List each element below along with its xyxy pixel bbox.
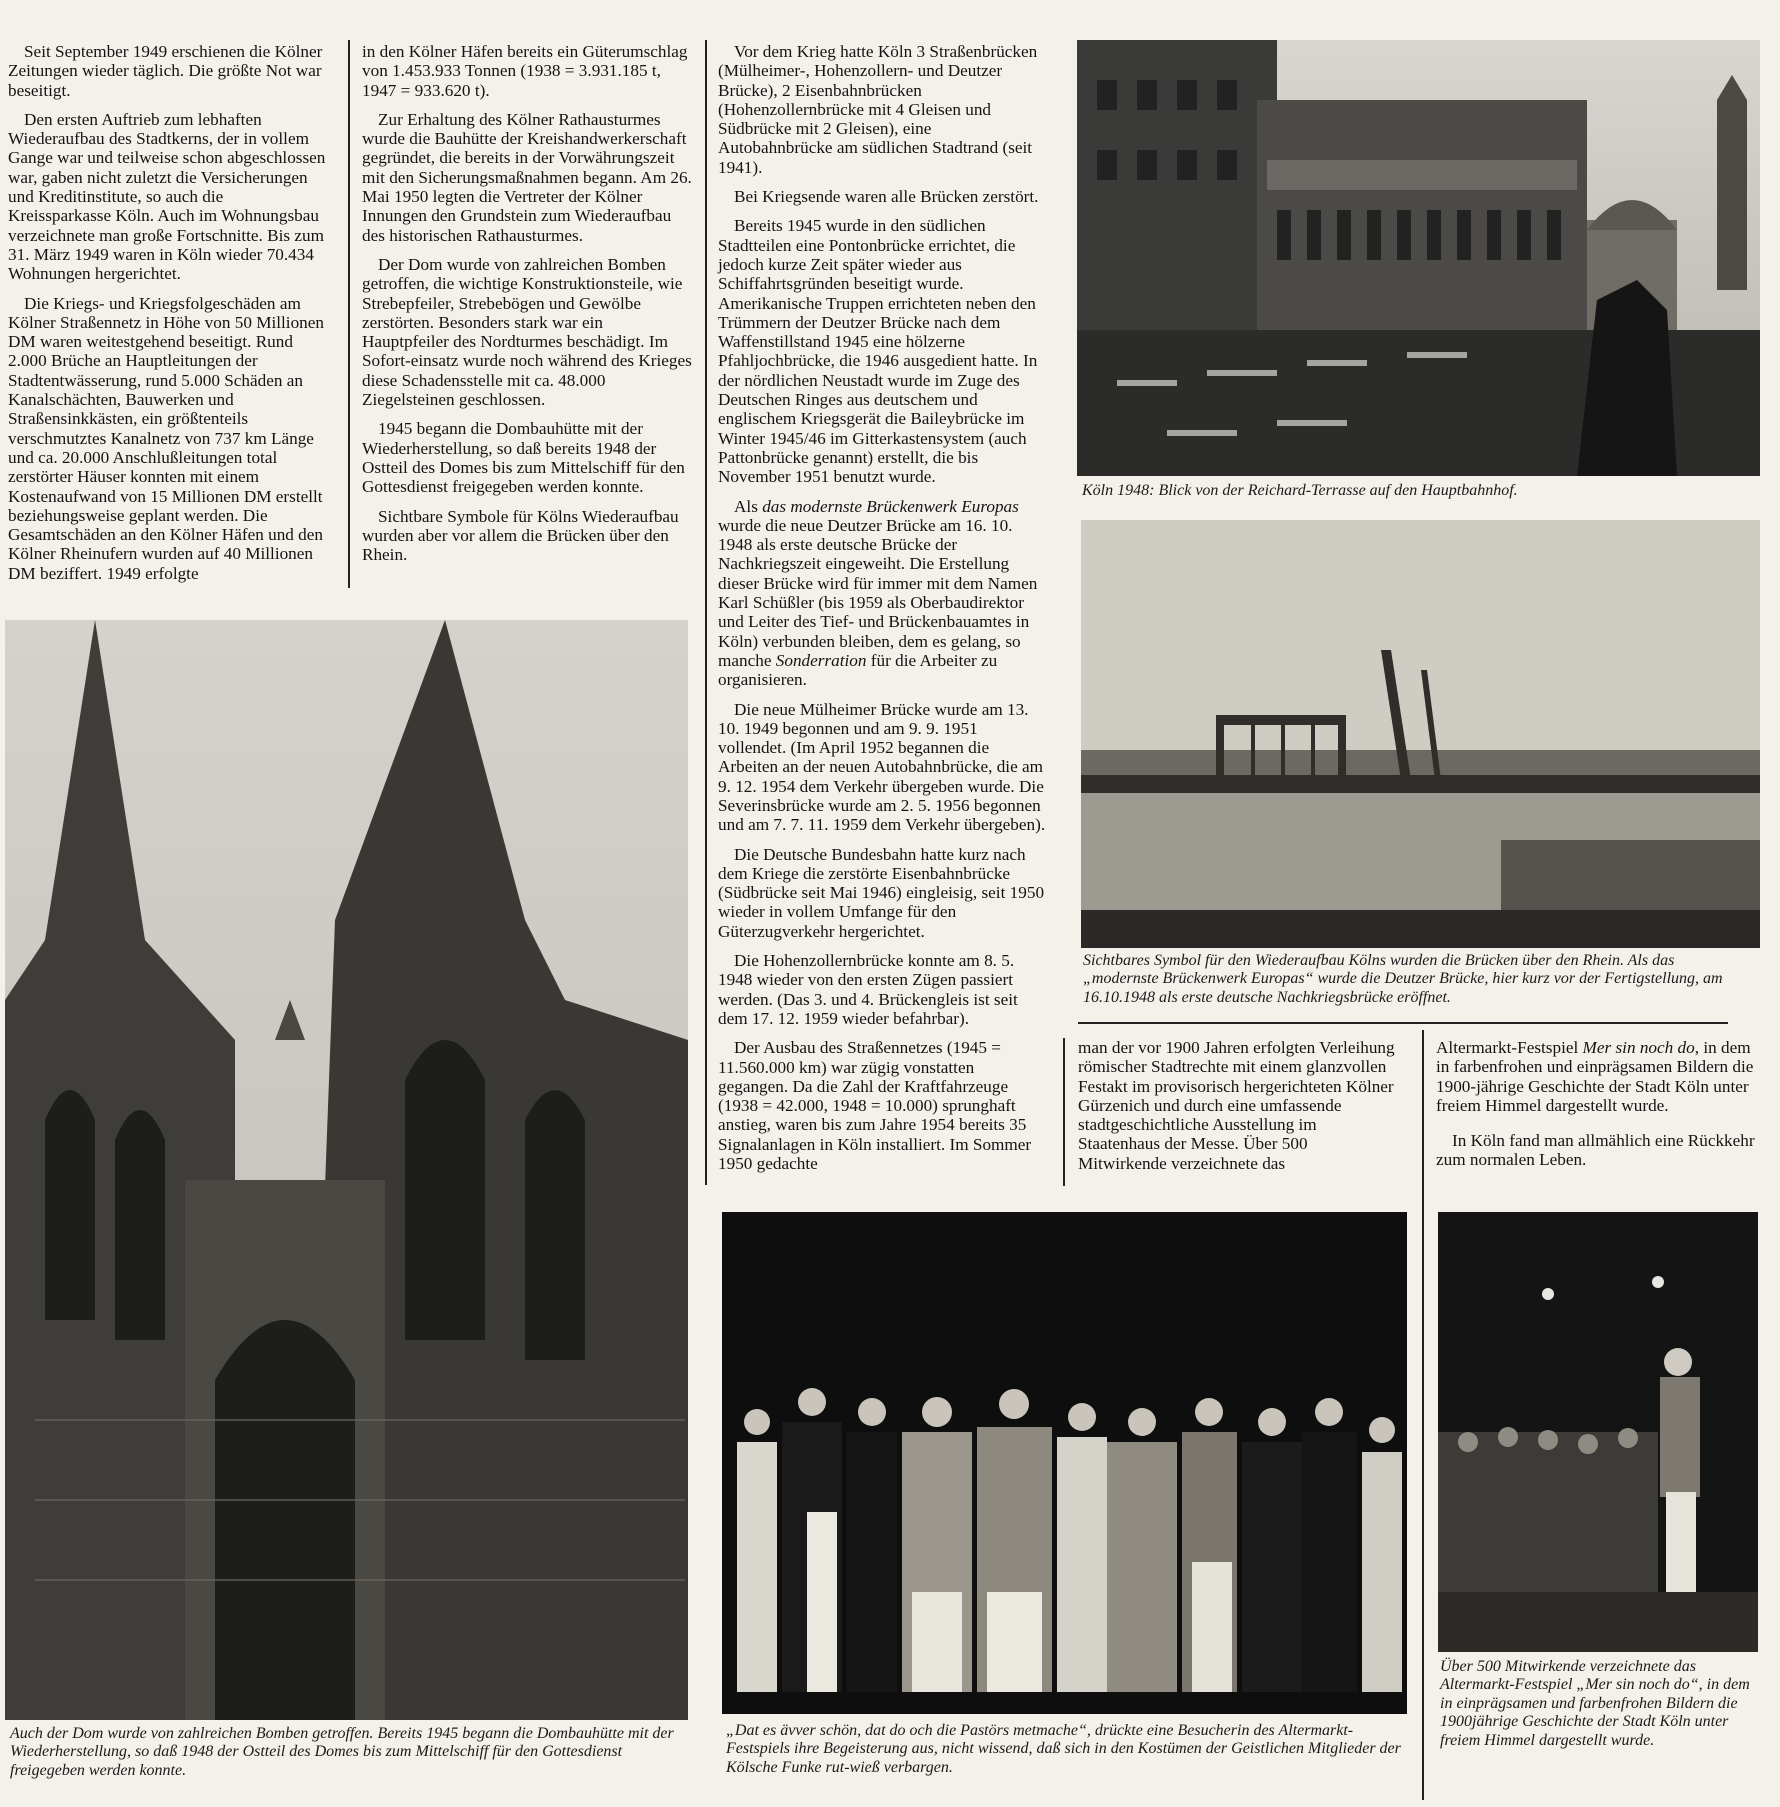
text-run: für die Arbeiter zu organisieren.: [718, 650, 998, 690]
paragraph: Seit September 1949 erschienen die Kölner Zeitungen wieder täglich. Die größte Not war beseitigt.: [8, 42, 323, 100]
text-run: , in dem in farbenfrohen und einprägsamen Bildern die 1900-jährige Geschichte der Stadt Köln unter freiem Himmel dargestellt wurde.: [1436, 1038, 1754, 1115]
paragraph: [718, 497, 1046, 690]
column-divider: [1422, 1030, 1424, 1800]
paragraph: in den Kölner Häfen bereits ein Güterumschlag von 1.453.933 Tonnen (1938 = 3.931.185 t, 1947 = 933.620 t).: [362, 42, 688, 100]
paragraph: Bereits 1945 wurde in den südlichen Stadtteilen eine Pontonbrücke errichtet, die jedoch kurze Zeit später wieder aus Schiffahrtsgründen beseitigt wurde. Amerikanische Truppen errichteten neben den Trümmern der Deutzer Brücke nach dem Waffenstillstand 1945 eine hölzerne Pfahljochbrücke, die 1946 ausgedient hatte. In der nördlichen Neustadt wurde im Zuge des Deutschen Ringes aus deutschem und englischem Kriegsgerät die Baileybrücke im Winter 1945/46 im Gitterkastensystem (auch Pattonbrücke genannt) erstellt, die bis November 1951 benutzt wurde.: [718, 216, 1038, 487]
article-column-4: [1078, 1038, 1398, 1183]
emphasis: das modernste Brückenwerk Europas: [762, 496, 1019, 516]
column-divider: [348, 40, 350, 588]
article-column-1: [8, 42, 330, 593]
paragraph: 1945 begann die Dombauhütte mit der Wiederherstellung, so daß bereits 1948 der Ostteil des Domes bis zum Mittelschiff für den Gottesdienst freigegeben werden konnte.: [362, 419, 685, 497]
paragraph: Der Ausbau des Straßennetzes (1945 = 11.560.000 km) war zügig vonstatten gegangen. Da die Zahl der Kraftfahrzeuge (1938 = 42.000, 1948 = 10.000) sprunghaft anstieg, waren bis zum Jahre 1954 bereits 35 Signalanlagen in Köln installiert. Im Sommer 1950 gedachte: [718, 1038, 1032, 1174]
paragraph: Sichtbare Symbole für Kölns Wiederaufbau wurden aber vor allem die Brücken über den Rhein.: [362, 506, 679, 565]
photo-deutzer-bruecke: [1081, 520, 1760, 948]
paragraph: Die Kriegs- und Kriegsfolgeschäden am Kölner Straßennetz in Höhe von 50 Millionen DM waren weitestgehend beseitigt. Rund 2.000 Brüche an Hauptleitungen der Stadtentwässerung, rund 5.000 Schäden an Kanalschächten, Bauwerken und Straßensinkkästen, ein größtenteils verschmutztes Kanalnetz von 737 km Länge und ca. 20.000 Anschlußleitungen total zerstörter Häuser konnten mit einem Kostenaufwand von 15 Millionen DM erstellt beziehungsweise geplant werden. Die Gesamtschäden an den Kölner Häfen und den Kölner Rheinufern wurden auf 40 Millionen DM beziffert. 1949 erfolgte: [8, 293, 324, 583]
text-run: wurde die neue Deutzer Brücke am 16. 10. 1948 als erste deutsche Brücke der Nachkriegszeit eingeweiht. Die Erstellung dieser Brücke wird für immer mit dem Namen Karl Schüßler (bis 1959 als Oberbaudirektor und Leiter des Tief- und Brückenbauamtes in Köln) verbunden bleiben, dem es gelang, so manche: [718, 515, 1038, 670]
article-column-5: [1436, 1038, 1756, 1180]
paragraph: In Köln fand man allmählich eine Rückkehr zum normalen Leben.: [1436, 1131, 1755, 1170]
caption-koelner-dom: Auch der Dom wurde von zahlreichen Bomben getroffen. Bereits 1945 begann die Dombauhütte mit der Wiederherstellung, so daß 1948 der Ostteil des Domes bis zum Mittelschiff für den Gottesdienst freigegeben werden konnte.: [10, 1725, 674, 1779]
photo-pastoers: [722, 1212, 1407, 1714]
paragraph: Der Dom wurde von zahlreichen Bomben getroffen, die wichtige Konstruktionsteile, wie Strebepfeiler, Strebebögen und Gewölbe zerstörten. Besonders stark war ein Hauptpfeiler des Nordturmes beschädigt. Im Sofort-einsatz wurde noch während des Krieges diese Schadensstelle mit ca. 48.000 Ziegelsteinen geschlossen.: [362, 254, 692, 410]
article-column-3: [718, 42, 1046, 1183]
paragraph: Die Deutsche Bundesbahn hatte kurz nach dem Kriege die zerstörte Eisenbahnbrücke (Südbrücke seit Mai 1946) eingleisig, seit 1950 wieder in vollem Umfange für den Güterzugverkehr hergerichtet.: [718, 844, 1045, 941]
text-run: Als: [734, 496, 763, 516]
paragraph: Bei Kriegsende waren alle Brücken zerstört.: [734, 187, 1039, 207]
caption-pastoers: „Dat es ävver schön, dat do och die Pastörs metmache“, drückte eine Besucherin des Altermarkt-Festspiels ihre Begeisterung aus, nicht wissend, daß sich in den Kostümen der Geistlichen Mitglieder der Kölsche Funke rut-wieß verbargen.: [726, 1722, 1401, 1776]
photo-hauptbahnhof: [1077, 40, 1760, 476]
paragraph: Zur Erhaltung des Kölner Rathausturmes wurde die Bauhütte der Kreishandwerkerschaft gegründet, die bereits in der Vorwährungszeit mit den Sicherungsmaßnahmen begann. Am 26. Mai 1950 legten die Vertreter der Kölner Innungen den Grundstein zum Wiederaufbau des historischen Rathausturmes.: [362, 109, 692, 245]
caption-deutzer-bruecke: Sichtbares Symbol für den Wiederaufbau Kölns wurden die Brücken über den Rhein. Als das „modernste Brückenwerk Europas“ wurde die Deutzer Brücke, hier kurz vor der Fertigstellung, am 16.10.1948 als erste deutsche Nachkriegsbrücke eröffnet.: [1083, 952, 1723, 1006]
emphasis: Sonderration: [775, 650, 867, 670]
caption-rule: [1078, 1022, 1728, 1024]
photo-koelner-dom: [5, 620, 688, 1720]
photo-altermarkt-festspiel: [1438, 1212, 1758, 1652]
column-divider: [705, 40, 707, 1185]
paragraph: Die neue Mülheimer Brücke wurde am 13. 10. 1949 begonnen und am 9. 9. 1951 vollendet. (Im April 1952 begannen die Arbeiten an der neuen Autobahnbrücke, die am 9. 12. 1954 dem Verkehr übergeben wurde. Die Severinsbrücke wurde am 2. 5. 1956 begonnen und am 7. 7. 11. 1959 dem Verkehr übergeben).: [718, 699, 1046, 835]
text-run: Altermarkt-Festspiel: [1436, 1038, 1583, 1057]
article-column-2: [362, 42, 692, 574]
caption-hauptbahnhof: Köln 1948: Blick von der Reichard-Terrasse auf den Hauptbahnhof.: [1082, 482, 1518, 499]
paragraph: Vor dem Krieg hatte Köln 3 Straßenbrücken (Mülheimer-, Hohenzollern- und Deutzer Brücke), 2 Eisenbahnbrücken (Hohenzollernbrücke mit 4 Gleisen und Südbrücke mit 2 Gleisen), eine Autobahnbrücke am südlichen Stadtrand (seit 1941).: [718, 42, 1038, 177]
caption-altermarkt-festspiel: Über 500 Mitwirkende verzeichnete das Altermarkt-Festspiel „Mer sin noch do“, in dem in einprägsamen und farbenfrohen Bildern die 1900jährige Geschichte der Stadt Köln unter freiem Himmel dargestellt wurde.: [1440, 1658, 1750, 1749]
paragraph: Die Hohenzollernbrücke konnte am 8. 5. 1948 wieder von den ersten Zügen passiert werden. (Das 3. und 4. Brückengleis ist seit dem 17. 12. 1959 wieder befahrbar).: [718, 951, 1018, 1028]
paragraph: man der vor 1900 Jahren erfolgten Verleihung römischer Stadtrechte mit einem glanzvollen Festakt im provisorisch hergerichteten Kölner Gürzenich und durch eine umfassende stadtgeschichtliche Ausstellung im Staatenhaus der Messe. Über 500 Mitwirkende verzeichnete das: [1078, 1038, 1395, 1173]
paragraph: [1436, 1038, 1756, 1115]
emphasis: Mer sin noch do: [1582, 1038, 1695, 1057]
column-divider: [1063, 1038, 1065, 1186]
paragraph: Den ersten Auftrieb zum lebhaften Wiederaufbau des Stadtkerns, der in vollem Gange war und teilweise schon abgeschlossen war, gaben nicht zuletzt die Versicherungen und Kreditinstitute, so auch die Kreissparkasse Köln. Auch im Wohnungsbau verzeichnete man große Fortschnitte. Bis zum 31. März 1949 waren in Köln wieder 70.434 Wohnungen hergerichtet.: [8, 109, 326, 284]
